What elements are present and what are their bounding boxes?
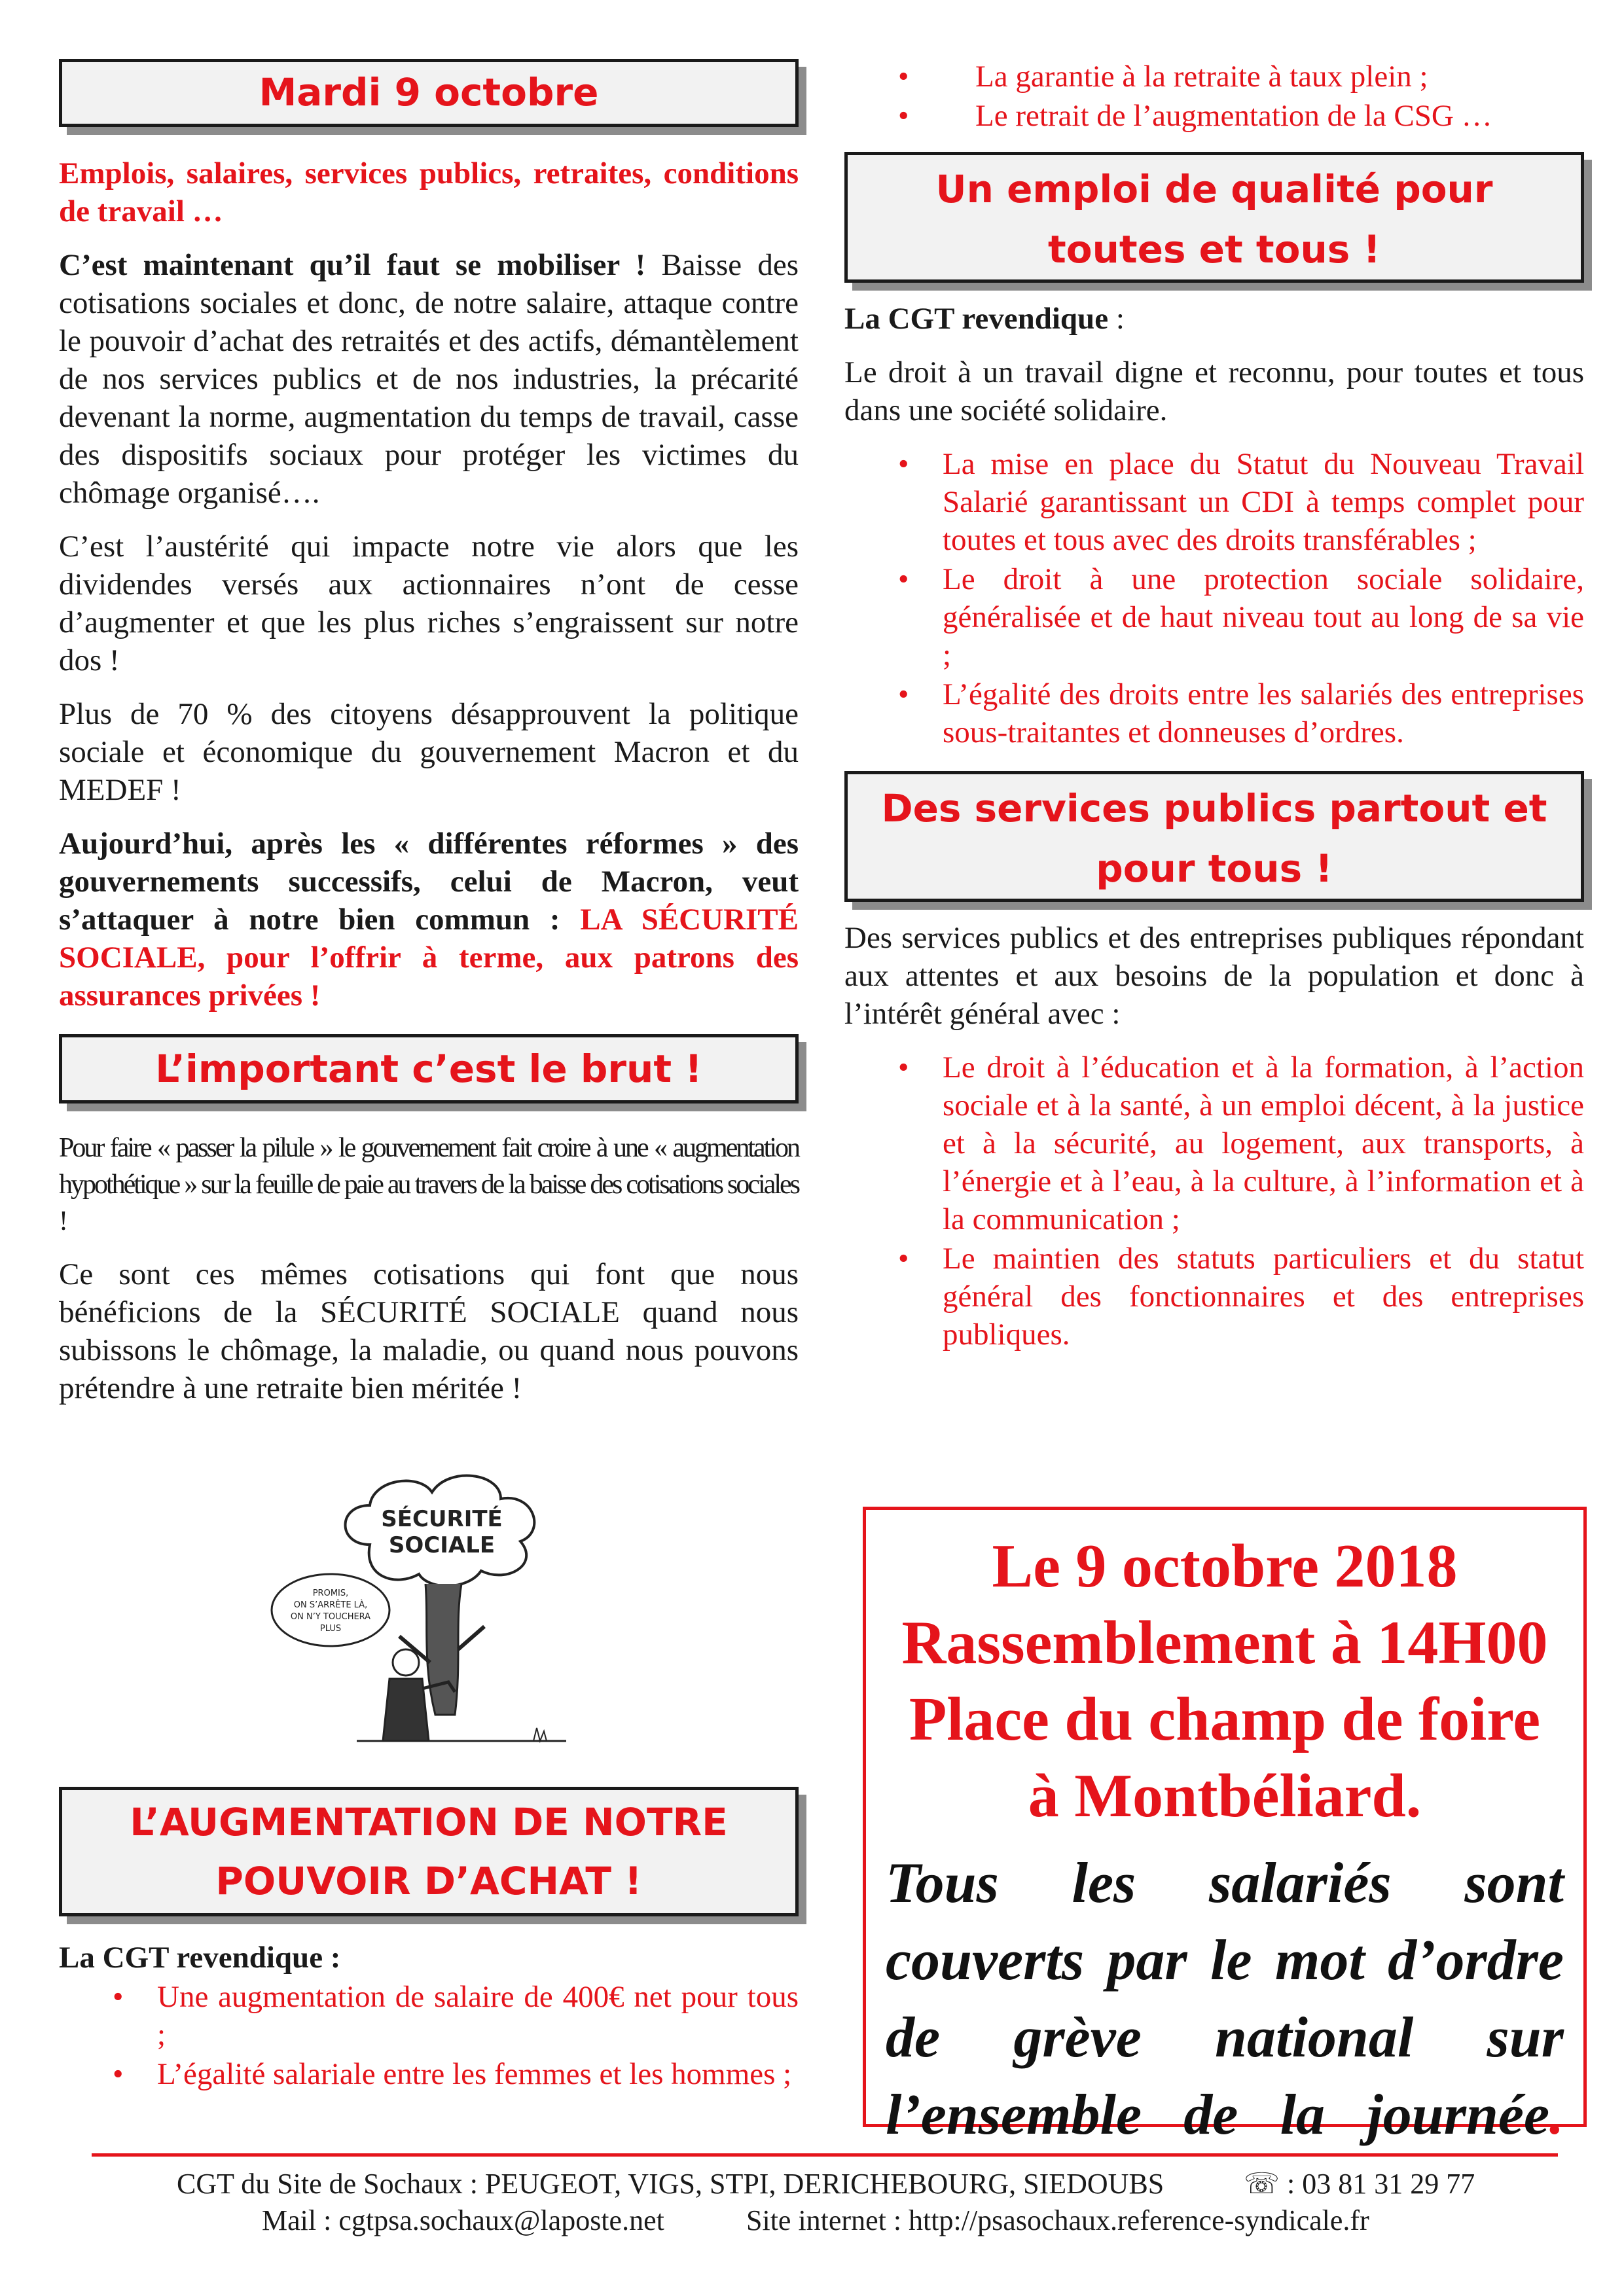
list-item: • Le maintien des statuts particuliers et du statut général des fonctionnaires et des entreprises publiques. xyxy=(844,1240,1584,1354)
phone-icon: ☏ xyxy=(1244,2168,1280,2200)
pouvoir-achat-title xyxy=(59,1787,799,1916)
left-column xyxy=(59,59,799,2094)
footer-rule xyxy=(92,2153,1558,2157)
reformes-text: Aujourd’hui, après les « différentes réformes » des gouvernements successifs, celui de Macron, veut s’attaquer à notre bien commun : xyxy=(59,827,799,937)
cartoon-bubble-line1: PROMIS, xyxy=(312,1588,349,1598)
emploi-title-line1: Un emploi de qualité pour xyxy=(935,167,1493,211)
list-item: • La mise en place du Statut du Nouveau Travail Salarié garantissant un CDI à temps complet pour toutes et tous avec des droits transférables ; xyxy=(844,445,1584,559)
emploi-title-line2: toutes et tous ! xyxy=(1048,227,1380,272)
securite-sociale-cartoon xyxy=(259,1466,599,1767)
list-item: • Le droit à l’éducation et à la formation, à l’action sociale et à la santé, à un emploi décent, à la justice et à la sécurité, au logement, aux transports, à l’énergie et à l’eau, à la culture, à l’information et à la communication ; xyxy=(844,1049,1584,1238)
event-city: à Montbéliard. xyxy=(1028,1762,1422,1830)
paragraph-securite-sociale xyxy=(59,825,799,1014)
securite-sociale-text: LA SÉCURITÉ SOCIALE, pour l’offrir à terme, aux patrons des assurances privées ! xyxy=(59,903,799,1013)
emploi-lead xyxy=(844,300,1584,338)
cartoon-cloud-line1: SÉCURITÉ xyxy=(381,1506,503,1532)
event-strike-notice xyxy=(886,1845,1564,2154)
list-item: • Le retrait de l’augmentation de la CSG … xyxy=(844,97,1584,135)
list-item: • Une augmentation de salaire de 400€ net pour tous ; xyxy=(59,1978,799,2054)
emploi-paragraph: Le droit à un travail digne et reconnu, pour toutes et tous dans une société solidaire. xyxy=(844,355,1584,427)
services-publics-list xyxy=(844,1049,1584,1354)
emploi-title xyxy=(844,152,1584,283)
retraite-list xyxy=(844,58,1584,135)
paragraph-mobilisation xyxy=(59,246,799,512)
achat-list xyxy=(59,1978,799,2093)
services-publics-paragraph: Des services publics et des entreprises publiques répondant aux attentes et aux besoins de la population et donc à l’intérêt général avec : xyxy=(844,921,1584,1031)
services-publics-title-line2: pour tous ! xyxy=(1096,846,1333,891)
paragraph-austerite: C’est l’austérité qui impacte notre vie alors que les dividendes versés aux actionnaires n’ont de cesse d’augmenter et que les plus riches s’engraissent sur notre dos ! xyxy=(59,529,799,677)
brut-paragraph-1: Pour faire « passer la pilule » le gouvernement fait croire à une « augmentation hypothétique » sur la feuille de paie au travers de la baisse des cotisations sociales ! xyxy=(59,1133,799,1236)
list-item: • L’égalité salariale entre les femmes et les hommes ; xyxy=(59,2055,799,2093)
event-place: Place du champ de foire xyxy=(909,1685,1541,1753)
footer-site: Site internet : http://psasochaux.reference-syndicale.fr xyxy=(746,2204,1369,2236)
brut-paragraph-2: Ce sont ces mêmes cotisations qui font que nous bénéficions de la SÉCURITÉ SOCIALE quand nous subissons le chômage, la maladie, ou quand nous pouvons prétendre à une retraite bien méritée ! xyxy=(59,1257,799,1405)
event-announcement xyxy=(863,1507,1587,2147)
intro-heading: Emplois, salaires, services publics, retraites, conditions de travail … xyxy=(59,156,799,228)
footer-phone xyxy=(1244,2166,1475,2202)
right-column xyxy=(844,58,1584,1355)
cartoon-cloud-line2: SOCIALE xyxy=(388,1532,496,1558)
emploi-lead-colon: : xyxy=(1108,302,1125,336)
footer-phone-number: : 03 81 31 29 77 xyxy=(1280,2168,1475,2200)
mobilisation-text: Baisse des cotisations sociales et donc, de notre salaire, attaque contre le pouvoir d’achat des retraités et des actifs, démantèlement de nos services publics et de nos industries, la précarité devenant la norme, augmentation du temps de travail, casse des dispositifs sociaux pour protéger les victimes du chômage organisé…. xyxy=(59,248,799,510)
services-publics-title-line1: Des services publics partout et xyxy=(881,786,1547,831)
event-strike-period: . xyxy=(1549,2083,1564,2147)
pouvoir-achat-title-line2: POUVOIR D’ACHAT ! xyxy=(215,1859,642,1903)
list-item: • Le droit à une protection sociale solidaire, généralisée et de haut niveau tout au long de sa vie ; xyxy=(844,560,1584,674)
mobilisation-lead: C’est maintenant qu’il faut se mobiliser ! xyxy=(59,248,646,282)
event-time: Rassemblement à 14H00 xyxy=(901,1609,1548,1677)
paragraph-citoyens: Plus de 70 % des citoyens désapprouvent la politique sociale et économique du gouvernement Macron et du MEDEF ! xyxy=(59,697,799,807)
event-date: Le 9 octobre 2018 xyxy=(992,1532,1458,1600)
list-item: • L’égalité des droits entre les salariés des entreprises sous-traitantes et donneuses d’ordres. xyxy=(844,675,1584,751)
pouvoir-achat-title-line1: L’AUGMENTATION DE NOTRE xyxy=(130,1800,728,1844)
cartoon-bubble-line4: PLUS xyxy=(319,1624,342,1634)
footer-org: CGT du Site de Sochaux : PEUGEOT, VIGS, STPI, DERICHEBOURG, SIEDOUBS xyxy=(177,2168,1164,2200)
achat-lead: La CGT revendique : xyxy=(59,1941,341,1975)
event-strike-text: Tous les salariés sont couverts par le mot d’ordre de grève national sur l’ensemble de la journée xyxy=(886,1852,1564,2147)
cartoon-bubble-line2: ON S’ARRÊTE LÀ, xyxy=(293,1600,368,1610)
list-item: • La garantie à la retraite à taux plein ; xyxy=(844,58,1584,96)
date-title: Mardi 9 octobre xyxy=(59,59,799,127)
services-publics-title xyxy=(844,771,1584,902)
emploi-list xyxy=(844,445,1584,751)
footer-mail: Mail : cgtpsa.sochaux@laposte.net xyxy=(262,2204,664,2236)
cartoon-bubble-line3: ON N’Y TOUCHERA xyxy=(290,1612,371,1622)
brut-title: L’important c’est le brut ! xyxy=(59,1034,799,1103)
emploi-lead-bold: La CGT revendique xyxy=(844,302,1109,336)
